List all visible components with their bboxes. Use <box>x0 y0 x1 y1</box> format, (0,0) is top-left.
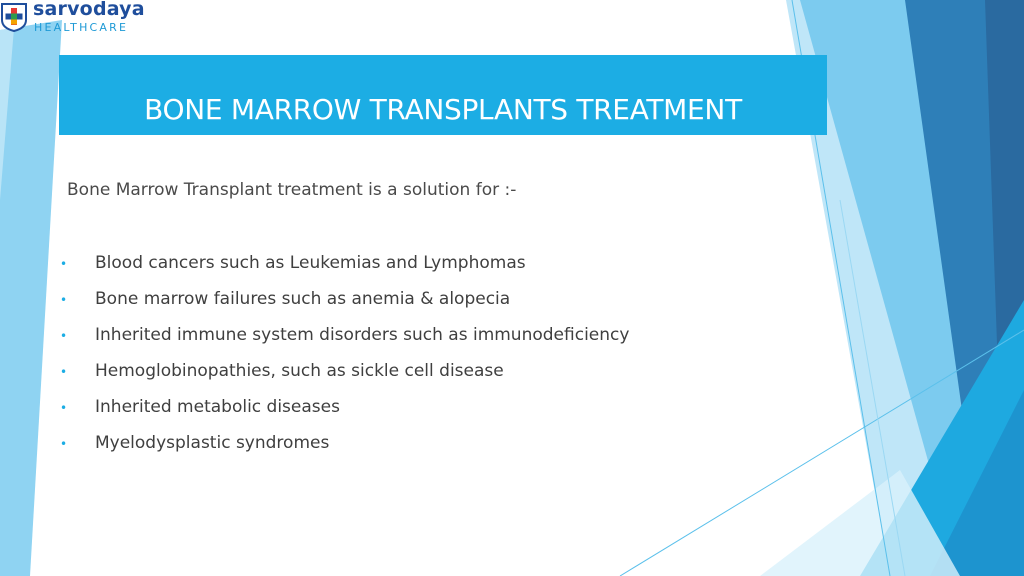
list-item-text: Blood cancers such as Leukemias and Lymphomas <box>95 253 526 273</box>
intro-text: Bone Marrow Transplant treatment is a solution for :- <box>67 180 517 200</box>
list-item-text: Inherited metabolic diseases <box>95 397 340 417</box>
slide-title: BONE MARROW TRANSPLANTS TREATMENT <box>144 93 742 126</box>
brand-tagline: HEALTHCARE <box>34 21 129 34</box>
bullet-dot-icon: • <box>60 329 68 343</box>
bullet-dot-icon: • <box>60 401 68 415</box>
title-band <box>59 55 827 135</box>
left-accent-shape <box>0 20 62 576</box>
list-item-text: Inherited immune system disorders such as immunodeficiency <box>95 325 630 345</box>
bullet-dot-icon: • <box>60 365 68 379</box>
bullet-dot-icon: • <box>60 437 68 451</box>
brand-logo <box>0 0 150 40</box>
bullet-dot-icon: • <box>60 293 68 307</box>
list-item-text: Myelodysplastic syndromes <box>95 433 330 453</box>
list-item-text: Hemoglobinopathies, such as sickle cell disease <box>95 361 504 381</box>
list-item-text: Bone marrow failures such as anemia & alopecia <box>95 289 511 309</box>
hospital-cross-logo-icon <box>0 2 28 32</box>
bullet-dot-icon: • <box>60 257 68 271</box>
brand-name: sarvodaya <box>33 0 145 20</box>
